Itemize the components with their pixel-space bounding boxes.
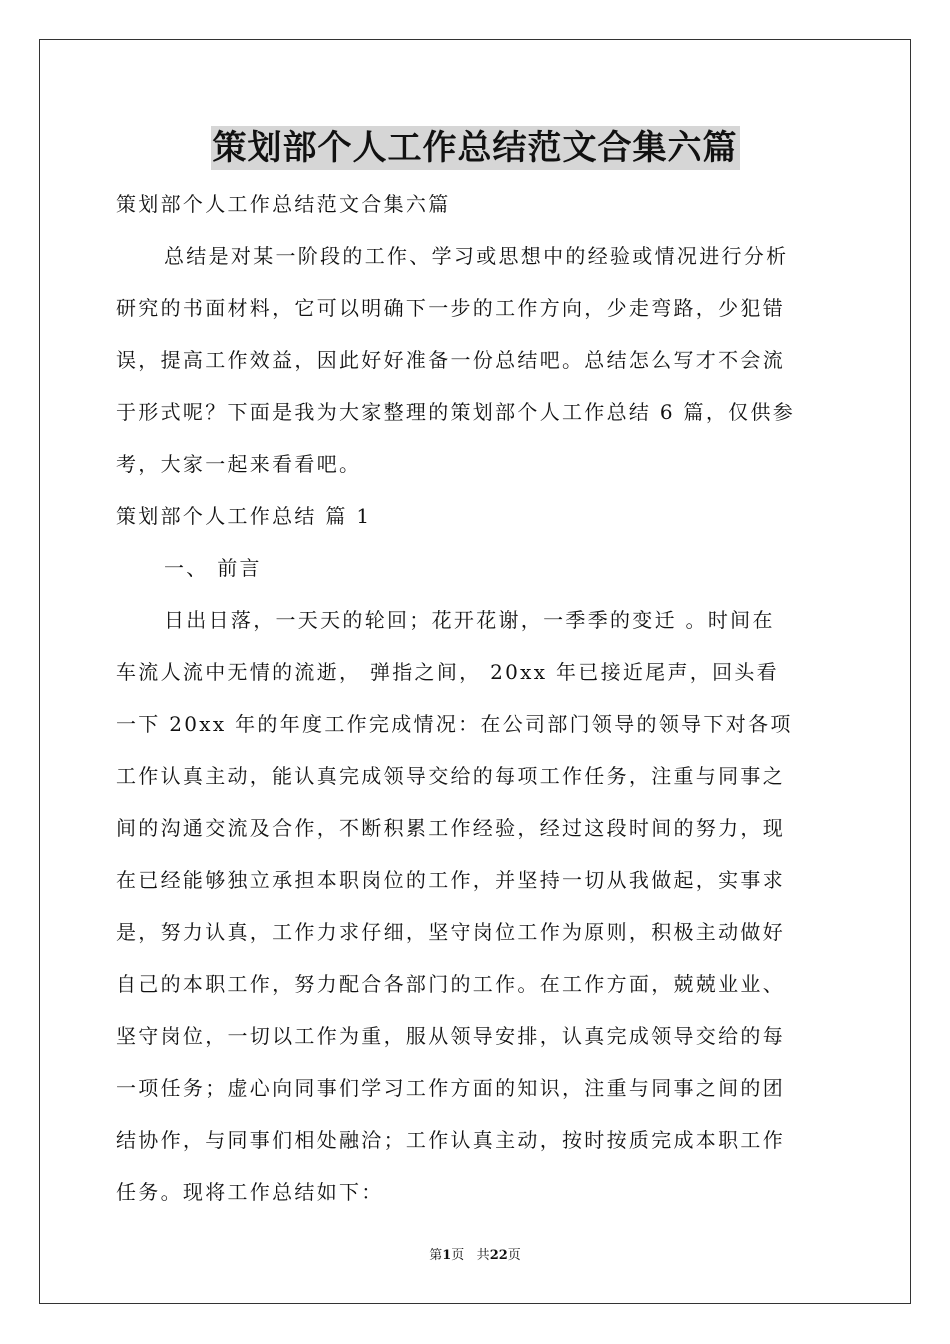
subsection-heading: 一、 前言 — [164, 556, 262, 580]
body-line: 是，努力认真，工作力求仔细，坚守岗位工作为原则，积极主动做好 — [116, 920, 785, 944]
total-suffix: 页 — [507, 1248, 521, 1263]
body-line: 于形式呢？下面是我为大家整理的策划部个人工作总结 6 篇，仅供参 — [116, 400, 796, 424]
section-heading: 策划部个人工作总结 篇 1 — [116, 504, 372, 528]
page-number: 1 — [442, 1248, 452, 1263]
body-line: 总结是对某一阶段的工作、学习或思想中的经验或情况进行分析 — [164, 244, 789, 268]
body-line: 考，大家一起来看看吧。 — [116, 452, 362, 476]
body-line: 研究的书面材料，它可以明确下一步的工作方向，少走弯路，少犯错 — [116, 296, 785, 320]
body-line: 坚守岗位，一切以工作为重，服从领导安排，认真完成领导交给的每 — [116, 1024, 785, 1048]
body-line: 策划部个人工作总结范文合集六篇 — [116, 192, 451, 216]
body-line: 结协作，与同事们相处融洽；工作认真主动，按时按质完成本职工作 — [116, 1128, 785, 1152]
page-footer — [0, 1246, 950, 1266]
body-line: 一项任务；虚心向同事们学习工作方面的知识，注重与同事之间的团 — [116, 1076, 785, 1100]
total-pages: 22 — [489, 1248, 508, 1263]
document-body — [116, 178, 834, 1218]
page-suffix: 页 — [451, 1248, 465, 1263]
body-line: 任务。现将工作总结如下： — [116, 1180, 384, 1204]
body-line: 日出日落，一天天的轮回；花开花谢，一季季的变迁 。时间在 — [164, 608, 775, 632]
page-prefix: 第 — [429, 1248, 443, 1263]
body-line: 间的沟通交流及合作，不断积累工作经验，经过这段时间的努力，现 — [116, 816, 785, 840]
body-line: 误，提高工作效益，因此好好准备一份总结吧。总结怎么写才不会流 — [116, 348, 785, 372]
body-line: 一下 20xx 年的年度工作完成情况：在公司部门领导的领导下对各项 — [116, 712, 793, 736]
body-line: 自己的本职工作，努力配合各部门的工作。在工作方面，兢兢业业、 — [116, 972, 785, 996]
total-prefix: 共 — [476, 1248, 490, 1263]
body-line: 在已经能够独立承担本职岗位的工作，并坚持一切从我做起，实事求 — [116, 868, 785, 892]
document-title: 策划部个人工作总结范文合集六篇 — [212, 128, 738, 168]
body-line: 工作认真主动，能认真完成领导交给的每项工作任务，注重与同事之 — [116, 764, 785, 788]
body-line: 车流人流中无情的流逝， 弹指之间， 20xx 年已接近尾声，回头看 — [116, 660, 779, 684]
title-wrapper — [0, 126, 950, 170]
